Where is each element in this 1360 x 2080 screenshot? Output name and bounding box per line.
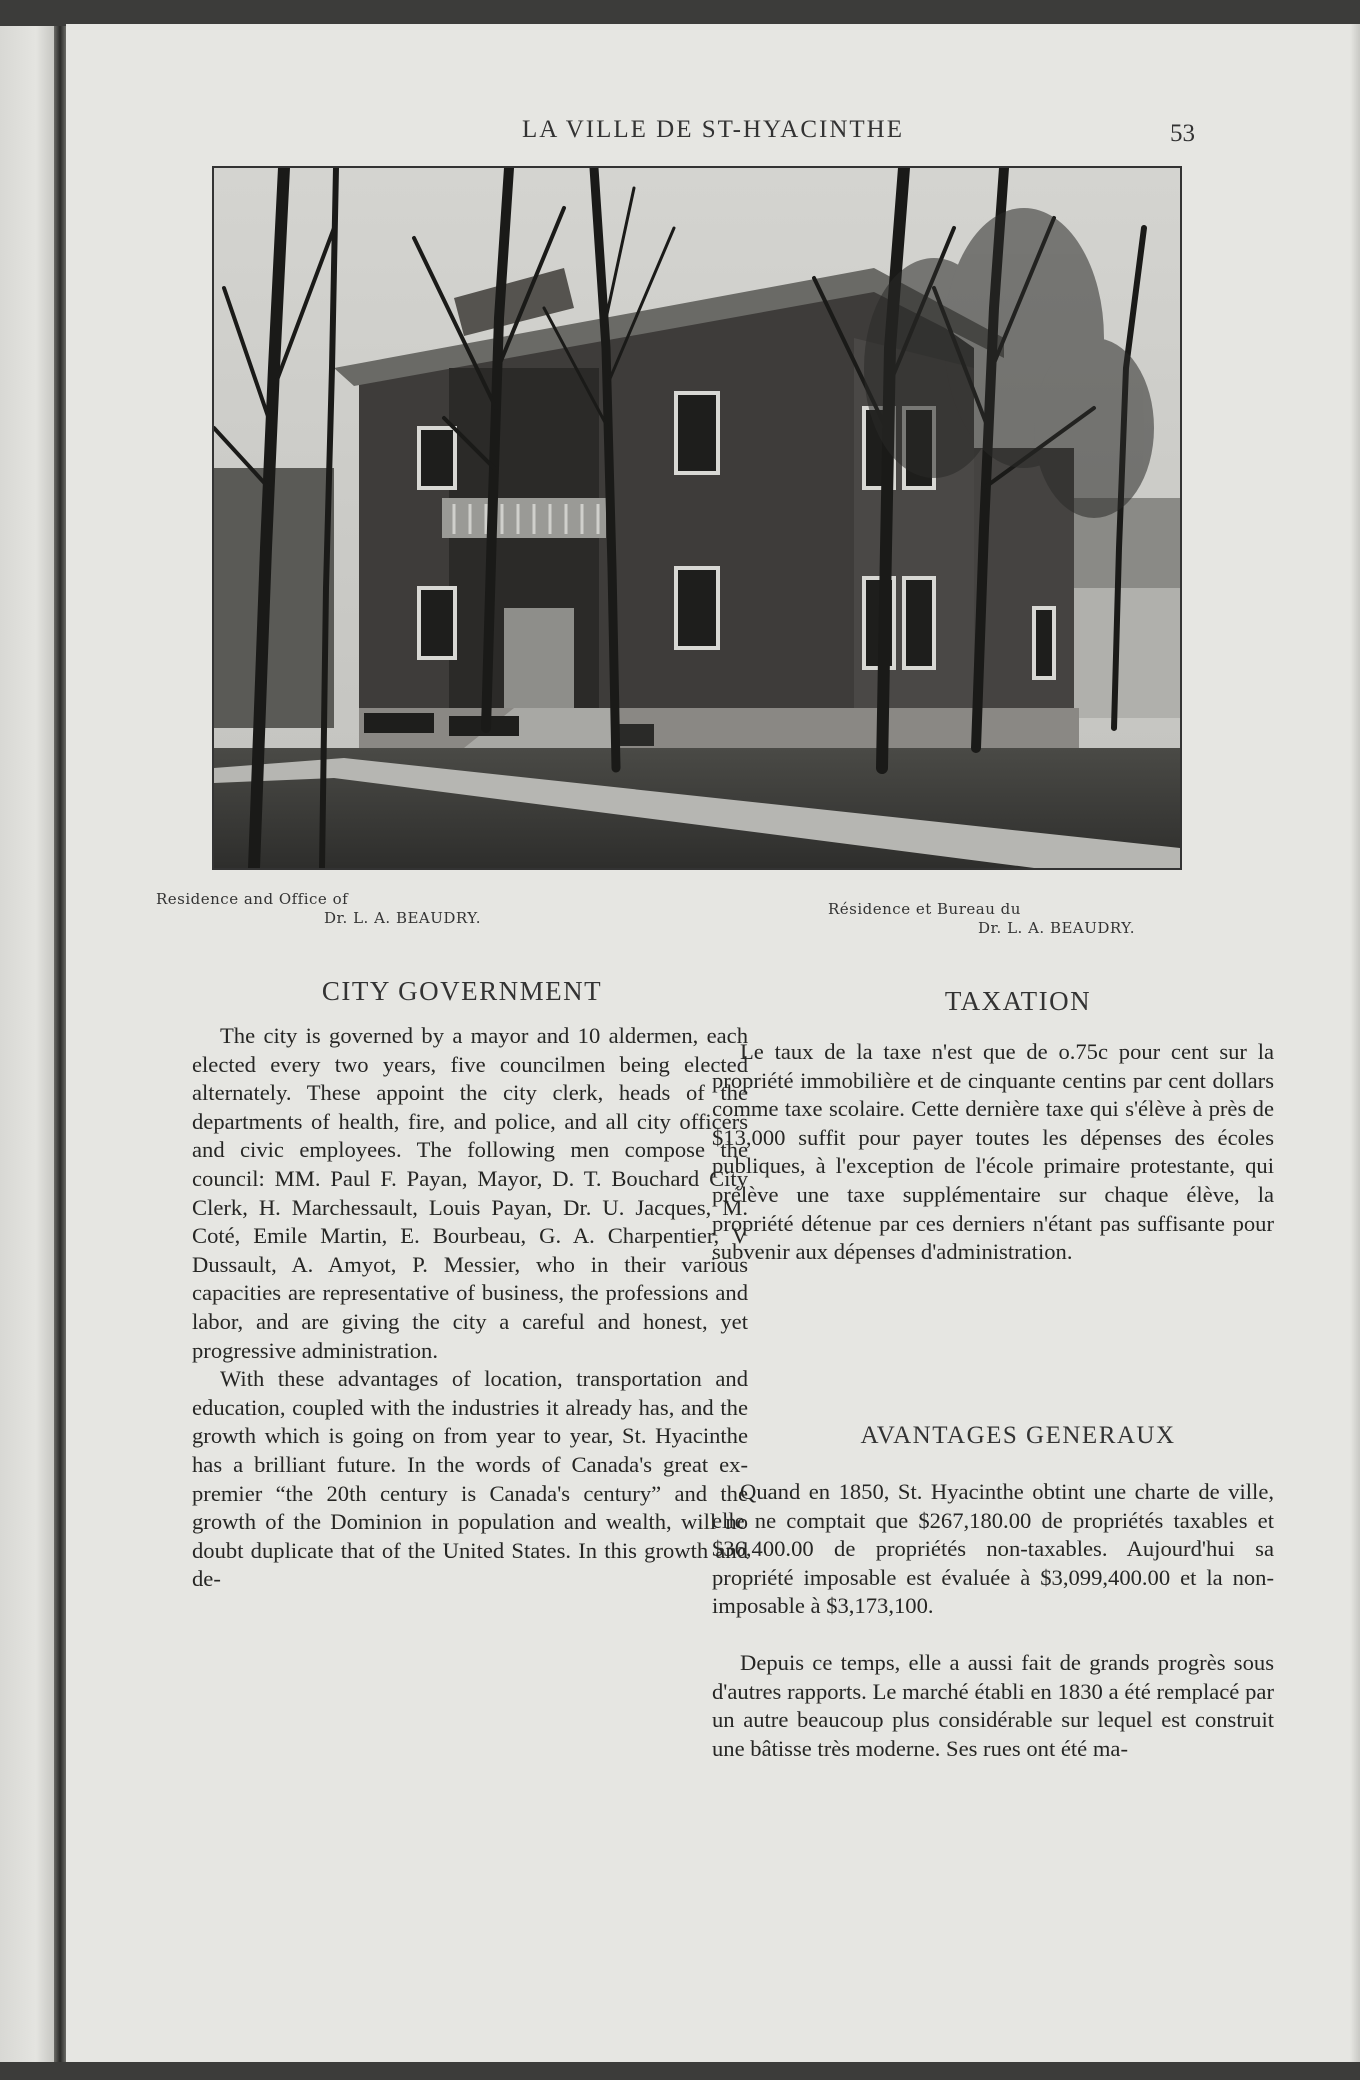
caption-english-line2: Dr. L. A. BEAUDRY. <box>324 909 481 927</box>
book-spine <box>54 26 66 2062</box>
caption-french <box>828 900 1135 938</box>
book-page <box>66 24 1360 2064</box>
paragraph-advantages: With these advantages of location, transportation and education, coupled with the industries it already has, and the growth which is going on from year to year, St. Hyacinthe has a brilliant future. In the words of Canada's great ex-premier “the 20th century is Canada's century” and the growth of the Dominion in population and wealth, will no doubt duplicate that of the United States. In this growth and de- <box>192 1366 748 1592</box>
left-column <box>192 1022 748 1594</box>
heading-city-government: CITY GOVERNMENT <box>321 976 603 1006</box>
right-column-avantages <box>712 1478 1274 1763</box>
scan-frame-bottom <box>0 2062 1360 2080</box>
caption-english-line1: Residence and Office of <box>156 890 349 908</box>
scan-frame-top <box>0 0 1360 26</box>
paragraph-progress: Depuis ce temps, elle a aussi fait de grands progrès sous d'autres rapports. Le marché établi en 1830 a été remplacé par un autre beaucoup plus considérable sur lequel est construit une bâtisse très moderne. Ses rues ont été ma- <box>712 1649 1274 1761</box>
heading-avantages-generaux: AVANTAGES GENERAUX <box>860 1422 1176 1449</box>
right-column-taxation <box>712 1038 1274 1267</box>
heading-taxation: TAXATION <box>944 986 1092 1016</box>
running-title: LA VILLE DE ST-HYACINTHE <box>521 116 904 143</box>
paragraph-taxation: Le taux de la taxe n'est que de o.75c pour cent sur la propriété immobilière et de cinquante centins par cent dollars comme taxe scolaire. Cette dernière taxe qui s'élève à près de $13,000 suffit pour payer toutes les dépenses des écoles publiques, à l'exception de l'école primaire protestante, qui prélève une taxe supplémentaire sur chaque élève, la propriété détenue par ces derniers n'étant pas suffisante pour subvenir aux dépenses d'administration. <box>712 1039 1274 1265</box>
page-number: 53 <box>1170 120 1195 147</box>
caption-french-line2: Dr. L. A. BEAUDRY. <box>978 919 1135 937</box>
caption-english <box>156 890 481 928</box>
facing-page-edge <box>0 26 60 2062</box>
house-photograph-icon <box>214 168 1180 868</box>
paragraph-charter: Quand en 1850, St. Hyacinthe obtint une charte de ville, elle ne comptait que $267,180.00 de propriétés taxables et $36,400.00 de propriétés non-taxables. Aujourd'hui sa propriété imposable est évaluée à $3,099,400.00 et la non-imposable à $3,173,100. <box>712 1479 1274 1619</box>
house-photograph <box>212 166 1182 870</box>
page-edge-shadow <box>1350 24 1360 2064</box>
paragraph-city-government: The city is governed by a mayor and 10 aldermen, each elected every two years, five councilmen being elected alternately. These appoint the city clerk, heads of the departments of health, fire, and police, and all city officers and civic employees. The following men compose the council: MM. Paul F. Payan, Mayor, D. T. Bouchard City Clerk, H. Marchessault, Louis Payan, Dr. U. Jacques, M. Coté, Emile Martin, E. Bourbeau, G. A. Charpentier, V Dussault, A. Amyot, P. Messier, who in their various capacities are representative of business, the professions and labor, and are giving the city a careful and honest, yet progressive administration. <box>192 1023 748 1363</box>
caption-french-line1: Résidence et Bureau du <box>828 900 1021 918</box>
